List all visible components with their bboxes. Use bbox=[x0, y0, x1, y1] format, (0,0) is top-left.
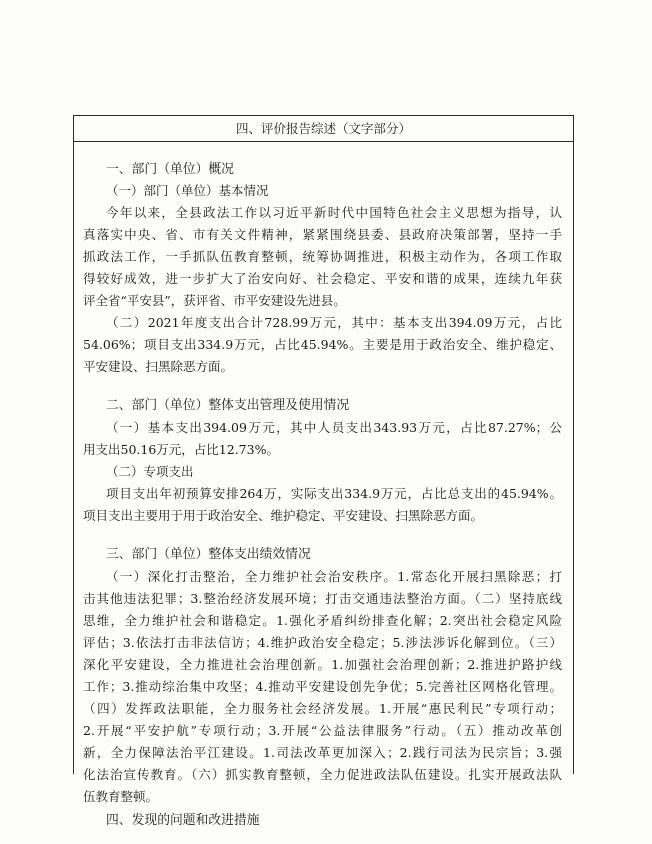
paragraph-line: 抓政法工作，一手抓队伍教育整顿，统筹协调推进，积极主动作为，各项工作取 bbox=[83, 249, 562, 264]
paragraph-line: （四）发挥政法职能，全力服务社会经济发展。1.开展“惠民利民”专项行动； bbox=[83, 701, 562, 716]
paragraph-line: 深化平安建设，全力推进社会治理创新。1.加强社会治理创新；2.推进护路护线 bbox=[83, 657, 562, 672]
paragraph-line: 得较好成效，进一步扩大了治安向好、社会稳定、平安和谐的成果，连续九年获 bbox=[83, 271, 562, 286]
paragraph-line: 项目支出主要用于用于政治安全、维护稳定、平安建设、扫黑除恶方面。 bbox=[83, 508, 484, 523]
paragraph-line: 54.06%；项目支出334.9万元，占比45.94%。主要是用于政治安全、维护稳定、 bbox=[83, 337, 562, 352]
paragraph-line: 思维，全力维护社会和谐稳定。1.强化矛盾纠纷排查化解；2.突出社会稳定风险 bbox=[83, 613, 562, 628]
paragraph-line: 工作；3.推动综治集中攻坚；4.推动平安建设创先争优；5.完善社区网格化管理。 bbox=[83, 679, 562, 694]
paragraph-line: 击其他违法犯罪；3.整治经济发展环境；打击交通违法整治方面。（二）坚持底线 bbox=[83, 591, 562, 606]
paragraph-line: 评全省“平安县”，获评省、市平安建设先进县。 bbox=[83, 293, 346, 308]
paragraph-line: 评估；3.依法打击非法信访；4.维护政治安全稳定；5.涉法涉诉化解到位。（三） bbox=[83, 635, 562, 650]
paragraph-line: 真落实中央、省、市有关文件精神，紧紧围绕县委、县政府决策部署，坚持一手 bbox=[83, 227, 562, 242]
page-title: 四、评价报告综述（文字部分） bbox=[74, 116, 573, 142]
paragraph-line: 化法治宣传教育。（六）抓实教育整顿，全力促进政法队伍建设。扎实开展政法队 bbox=[83, 767, 562, 782]
paragraph-line: 用支出50.16万元，占比12.73%。 bbox=[83, 442, 279, 457]
paragraph-line: （二）2021年度支出合计728.99万元，其中：基本支出394.09万元，占比 bbox=[106, 315, 562, 330]
paragraph-line: 2.开展“平安护航”专项行动；3.开展“公益法律服务”行动。（五）推动改革创 bbox=[83, 723, 562, 738]
paragraph-line: 项目支出年初预算安排264万，实际支出334.9万元，占比总支出的45.94%。 bbox=[106, 486, 562, 501]
section-heading-2: 二、部门（单位）整体支出管理及使用情况 bbox=[106, 398, 350, 413]
section-heading-3: 三、部门（单位）整体支出绩效情况 bbox=[106, 547, 311, 562]
subheading: （二）专项支出 bbox=[106, 464, 194, 479]
paragraph-line: （一）基本支出394.09万元，其中人员支出343.93万元，占比87.27%；公 bbox=[106, 420, 562, 435]
subheading: （一）部门（单位）基本情况 bbox=[106, 183, 269, 198]
paragraph-line: 伍教育整顿。 bbox=[83, 789, 159, 804]
paragraph-line: （一）深化打击整治，全力维护社会治安秩序。1.常态化开展扫黑除恶；打 bbox=[106, 569, 562, 584]
section-heading-4: 四、发现的问题和改进措施 bbox=[106, 813, 260, 828]
paragraph-line: 今年以来，全县政法工作以习近平新时代中国特色社会主义思想为指导，认 bbox=[106, 205, 562, 220]
paragraph-line: 平安建设、扫黑除恶方面。 bbox=[83, 359, 234, 374]
paragraph-line: 新，全力保障法治平江建设。1.司法改革更加深入；2.践行司法为民宗旨；3.强 bbox=[83, 745, 562, 760]
section-heading-1: 一、部门（单位）概况 bbox=[106, 162, 234, 177]
